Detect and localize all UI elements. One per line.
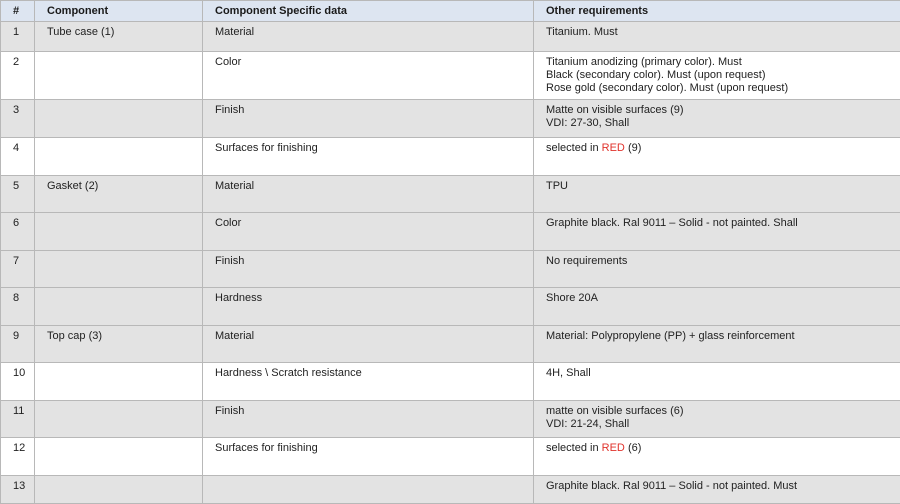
requirement-line: Black (secondary color). Must (upon request) bbox=[546, 69, 766, 81]
component-specific-cell: Hardness bbox=[203, 288, 534, 326]
requirement-line: Titanium. Must bbox=[546, 26, 618, 38]
requirement-cell bbox=[534, 326, 900, 363]
table-row bbox=[1, 22, 900, 52]
requirement-line: Matte on visible surfaces (9) bbox=[546, 104, 684, 116]
component-specific-cell: Material bbox=[203, 326, 534, 363]
row-number: 9 bbox=[1, 326, 35, 363]
component-cell bbox=[35, 52, 203, 100]
component-specific-cell: Finish bbox=[203, 401, 534, 438]
header-component: Component bbox=[35, 1, 203, 22]
row-number: 8 bbox=[1, 288, 35, 326]
table-header-row bbox=[1, 1, 900, 22]
component-specific-cell: Finish bbox=[203, 251, 534, 288]
component-specific-cell: Color bbox=[203, 52, 534, 100]
component-specific-cell: Material bbox=[203, 22, 534, 52]
row-number: 11 bbox=[1, 401, 35, 438]
requirement-line: Shore 20A bbox=[546, 292, 598, 304]
requirement-line: matte on visible surfaces (6) bbox=[546, 405, 684, 417]
requirement-line: VDI: 21-24, Shall bbox=[546, 418, 630, 430]
row-number: 5 bbox=[1, 176, 35, 213]
requirement-text: (6) bbox=[624, 442, 642, 454]
requirement-line: No requirements bbox=[546, 255, 628, 267]
row-number: 10 bbox=[1, 363, 35, 401]
requirement-line: Material: Polypropylene (PP) + glass reinforcement bbox=[546, 330, 795, 342]
component-cell bbox=[35, 438, 203, 476]
requirement-line: TPU bbox=[546, 180, 568, 192]
requirement-text: selected in bbox=[546, 442, 602, 454]
requirement-line: Rose gold (secondary color). Must (upon request) bbox=[546, 82, 789, 94]
table-row bbox=[1, 251, 900, 288]
component-cell: Tube case (1) bbox=[35, 22, 203, 52]
component-cell bbox=[35, 288, 203, 326]
requirement-cell bbox=[534, 176, 900, 213]
requirement-line: Graphite black. Ral 9011 – Solid - not painted. Shall bbox=[546, 217, 798, 229]
table-row bbox=[1, 401, 900, 438]
table-row bbox=[1, 52, 900, 100]
component-specific-cell: Material bbox=[203, 176, 534, 213]
component-cell: Top cap (3) bbox=[35, 326, 203, 363]
component-cell bbox=[35, 138, 203, 176]
component-cell bbox=[35, 213, 203, 251]
component-cell bbox=[35, 476, 203, 504]
requirement-cell bbox=[534, 138, 900, 176]
row-number: 6 bbox=[1, 213, 35, 251]
requirement-text: (9) bbox=[624, 142, 642, 154]
requirement-cell bbox=[534, 438, 900, 476]
row-number: 12 bbox=[1, 438, 35, 476]
red-highlight-text: RED bbox=[601, 142, 625, 154]
table-row bbox=[1, 438, 900, 476]
table-row bbox=[1, 363, 900, 401]
component-specific-cell: Color bbox=[203, 213, 534, 251]
requirement-line: Graphite black. Ral 9011 – Solid - not painted. Must bbox=[546, 480, 798, 492]
table-row bbox=[1, 476, 900, 504]
row-number: 3 bbox=[1, 100, 35, 138]
red-highlight-text: RED bbox=[601, 442, 625, 454]
requirement-cell bbox=[534, 288, 900, 326]
header-other-requirements: Other requirements bbox=[534, 1, 900, 22]
row-number: 1 bbox=[1, 22, 35, 52]
table-row bbox=[1, 288, 900, 326]
component-specific-cell: Surfaces for finishing bbox=[203, 138, 534, 176]
requirement-cell bbox=[534, 401, 900, 438]
requirement-cell bbox=[534, 100, 900, 138]
row-number: 4 bbox=[1, 138, 35, 176]
requirement-line: 4H, Shall bbox=[546, 367, 591, 379]
row-number: 7 bbox=[1, 251, 35, 288]
requirement-cell bbox=[534, 363, 900, 401]
requirement-cell bbox=[534, 52, 900, 100]
component-cell bbox=[35, 363, 203, 401]
requirement-line: Titanium anodizing (primary color). Must bbox=[546, 56, 742, 68]
component-cell bbox=[35, 401, 203, 438]
table-body bbox=[1, 22, 900, 504]
table-row bbox=[1, 176, 900, 213]
table-row bbox=[1, 100, 900, 138]
table-row bbox=[1, 138, 900, 176]
header-number: # bbox=[1, 1, 35, 22]
requirement-line: VDI: 27-30, Shall bbox=[546, 117, 630, 129]
row-number: 2 bbox=[1, 52, 35, 100]
component-specific-cell bbox=[203, 476, 534, 504]
requirement-cell bbox=[534, 251, 900, 288]
requirement-cell bbox=[534, 476, 900, 504]
component-specific-cell: Surfaces for finishing bbox=[203, 438, 534, 476]
component-specific-cell: Finish bbox=[203, 100, 534, 138]
component-cell bbox=[35, 251, 203, 288]
table-row bbox=[1, 213, 900, 251]
row-number: 13 bbox=[1, 476, 35, 504]
requirement-text: selected in bbox=[546, 142, 602, 154]
table-row bbox=[1, 326, 900, 363]
component-specific-cell: Hardness \ Scratch resistance bbox=[203, 363, 534, 401]
component-cell: Gasket (2) bbox=[35, 176, 203, 213]
requirement-cell bbox=[534, 22, 900, 52]
header-component-specific-data: Component Specific data bbox=[203, 1, 534, 22]
requirement-cell bbox=[534, 213, 900, 251]
component-cell bbox=[35, 100, 203, 138]
